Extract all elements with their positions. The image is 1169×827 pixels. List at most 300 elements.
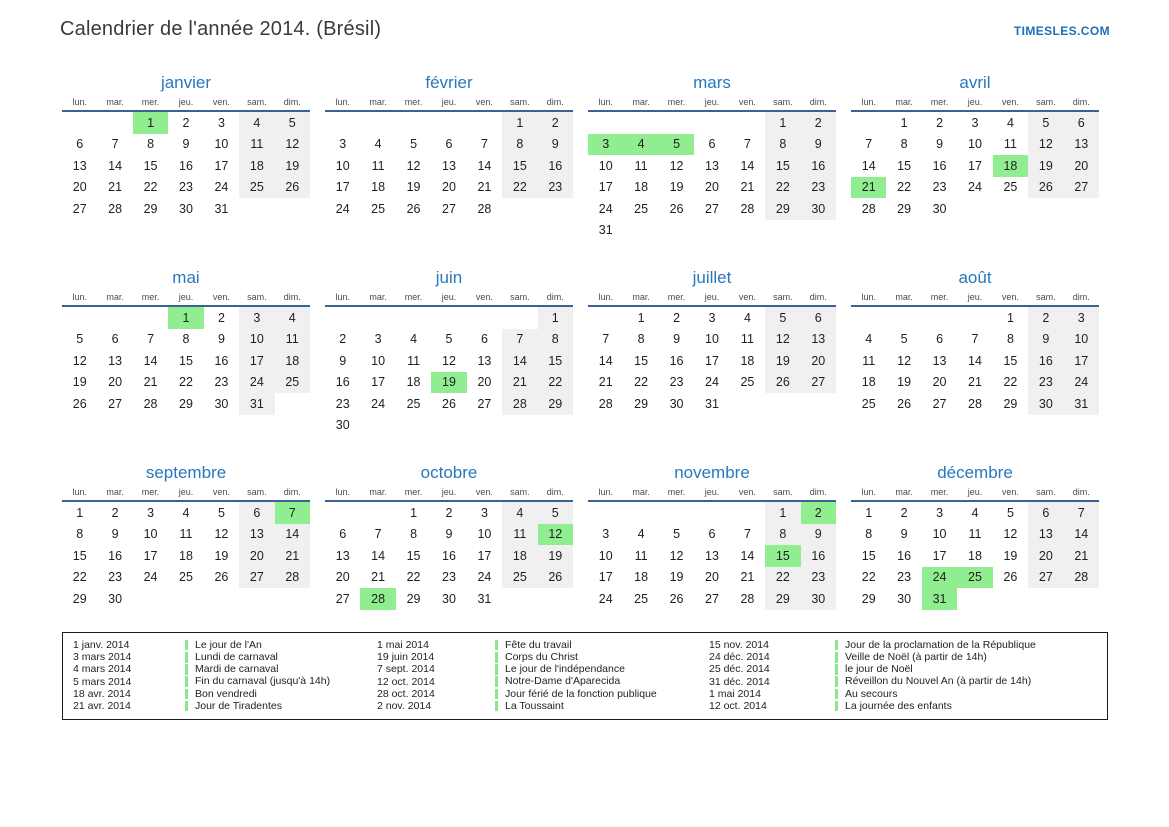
- day-cell: 21: [740, 570, 755, 585]
- day-cell: 1: [410, 505, 418, 520]
- weekday-label: mar.: [895, 292, 913, 302]
- day-cell: 17: [143, 548, 158, 563]
- day-cell: 30: [108, 591, 123, 606]
- day-cell: 9: [1028, 329, 1063, 351]
- day-cell: 24: [335, 201, 350, 216]
- day-cell: 15: [179, 353, 193, 368]
- day-cell: 18: [371, 180, 386, 195]
- day-cell: 20: [705, 570, 719, 585]
- day-cell: 29: [634, 396, 649, 411]
- legend-date: 3 mars 2014: [73, 651, 132, 664]
- day-cell: 17: [477, 548, 492, 563]
- legend-date: 21 avr. 2014: [73, 700, 131, 713]
- day-cell: 9: [538, 134, 573, 156]
- day-cell: 17: [239, 350, 274, 372]
- day-cell: 13: [932, 353, 947, 368]
- month-title: septembre: [145, 463, 227, 482]
- month-days: [62, 502, 310, 610]
- day-cell: 27: [72, 201, 87, 216]
- day-cell: 3: [339, 137, 347, 152]
- day-cell: 23: [669, 375, 684, 390]
- legend-label: Fin du carnaval (jusqu'à 14h): [185, 676, 377, 687]
- weekday-label: jeu.: [704, 487, 720, 497]
- day-cell: 24: [477, 570, 492, 585]
- day-cell: 3: [1064, 307, 1099, 329]
- weekday-label: dim.: [809, 487, 827, 497]
- day-cell: 12: [72, 353, 87, 368]
- day-cell: 10: [1064, 329, 1099, 351]
- weekday-label: jeu.: [704, 292, 720, 302]
- day-cell: 22: [72, 570, 87, 585]
- legend-label: Réveillon du Nouvel An (à partir de 14h): [835, 676, 1099, 687]
- empty-day-cell: [396, 307, 431, 329]
- legend-date: 24 déc. 2014: [709, 651, 770, 664]
- day-cell: 15: [861, 548, 876, 563]
- day-cell: 16: [1028, 350, 1063, 372]
- day-cell: 7: [602, 332, 610, 347]
- weekday-label: mer.: [141, 487, 160, 497]
- day-cell: 30: [179, 201, 193, 216]
- day-cell: 30: [214, 396, 229, 411]
- day-cell: 17: [932, 548, 947, 563]
- holiday-day-cell: 24: [922, 567, 957, 589]
- day-cell: 21: [1064, 545, 1099, 567]
- day-cell: 24: [214, 180, 229, 195]
- holiday-day-cell: 15: [765, 545, 800, 567]
- weekday-label: sam.: [773, 487, 793, 497]
- day-cell: 20: [239, 545, 274, 567]
- day-cell: 4: [502, 502, 537, 524]
- day-cell: 8: [765, 134, 800, 156]
- day-cell: 22: [1003, 375, 1018, 390]
- weekday-label: ven.: [1001, 487, 1019, 497]
- weekday-label: sam.: [773, 292, 793, 302]
- day-cell: 15: [406, 548, 421, 563]
- day-cell: 18: [502, 545, 537, 567]
- day-cell: 29: [143, 201, 158, 216]
- day-cell: 8: [865, 527, 873, 542]
- weekday-header-row: [588, 96, 836, 112]
- weekday-label: dim.: [546, 97, 564, 107]
- day-cell: 4: [743, 310, 751, 325]
- month-block: [851, 263, 1099, 458]
- day-cell: 14: [740, 158, 755, 173]
- day-cell: 6: [1028, 502, 1063, 524]
- site-link[interactable]: TIMESLES.COM: [1013, 24, 1110, 38]
- day-cell: 12: [1003, 527, 1018, 542]
- weekday-label: sam.: [510, 487, 530, 497]
- day-cell: 25: [1003, 180, 1018, 195]
- day-cell: 31: [477, 591, 492, 606]
- day-cell: 2: [182, 115, 190, 130]
- day-cell: 16: [442, 548, 456, 563]
- day-cell: 22: [765, 177, 800, 199]
- day-cell: 21: [275, 545, 310, 567]
- day-cell: 30: [669, 396, 684, 411]
- day-cell: 2: [673, 310, 681, 325]
- weekday-label: ven.: [738, 292, 756, 302]
- day-cell: 6: [801, 307, 836, 329]
- holiday-day-cell: 4: [623, 134, 658, 156]
- weekday-label: sam.: [247, 292, 267, 302]
- legend-label: Veille de Noël (à partir de 14h): [835, 652, 1099, 663]
- day-cell: 28: [968, 396, 982, 411]
- legend-date: 1 mai 2014: [709, 687, 761, 700]
- weekday-label: lun.: [598, 97, 613, 107]
- day-cell: 20: [442, 180, 456, 195]
- weekday-label: jeu.: [441, 487, 457, 497]
- day-cell: 19: [765, 350, 800, 372]
- day-cell: 17: [371, 375, 386, 390]
- day-cell: 22: [538, 372, 573, 394]
- day-cell: 8: [637, 332, 645, 347]
- day-cell: 20: [477, 375, 492, 390]
- day-cell: 16: [179, 158, 193, 173]
- day-cell: 6: [239, 502, 274, 524]
- day-cell: 1: [765, 502, 800, 524]
- day-cell: 7: [374, 527, 382, 542]
- day-cell: 13: [477, 353, 492, 368]
- month-title: juillet: [692, 268, 732, 287]
- day-cell: 7: [480, 137, 488, 152]
- day-cell: 28: [598, 396, 613, 411]
- month-title: décembre: [937, 463, 1013, 482]
- day-cell: 3: [708, 310, 716, 325]
- empty-day-cell: [886, 307, 921, 329]
- day-cell: 17: [214, 158, 229, 173]
- day-cell: 22: [861, 570, 876, 585]
- day-cell: 31: [1064, 393, 1099, 415]
- weekday-label: dim.: [546, 292, 564, 302]
- day-cell: 26: [214, 570, 229, 585]
- month-days: [325, 112, 573, 220]
- month-days: [588, 307, 836, 415]
- day-cell: 26: [538, 567, 573, 589]
- day-cell: 4: [374, 137, 382, 152]
- day-cell: 20: [1064, 155, 1099, 177]
- day-cell: 13: [705, 548, 719, 563]
- weekday-label: ven.: [1001, 292, 1019, 302]
- legend-label: Au secours: [835, 689, 1099, 700]
- holiday-day-cell: 5: [659, 134, 694, 156]
- holiday-day-cell: 2: [801, 502, 836, 524]
- weekday-label: jeu.: [967, 292, 983, 302]
- day-cell: 3: [602, 527, 610, 542]
- weekday-label: lun.: [861, 97, 876, 107]
- month-days: [325, 307, 573, 436]
- day-cell: 12: [406, 158, 421, 173]
- day-cell: 20: [932, 375, 947, 390]
- day-cell: 26: [765, 372, 800, 394]
- legend-label: Jour férié de la fonction publique: [495, 689, 709, 700]
- day-cell: 31: [598, 223, 613, 238]
- day-cell: 25: [275, 372, 310, 394]
- day-cell: 24: [598, 201, 613, 216]
- day-cell: 11: [239, 134, 274, 156]
- weekday-label: mer.: [404, 97, 423, 107]
- day-cell: 29: [179, 396, 193, 411]
- day-cell: 22: [179, 375, 193, 390]
- weekday-label: jeu.: [178, 487, 194, 497]
- day-cell: 21: [477, 180, 492, 195]
- day-cell: 16: [538, 155, 573, 177]
- legend-date: 31 déc. 2014: [709, 675, 770, 688]
- day-cell: 9: [217, 332, 225, 347]
- day-cell: 19: [72, 375, 87, 390]
- weekday-label: jeu.: [704, 97, 720, 107]
- holiday-day-cell: 25: [957, 567, 992, 589]
- weekday-label: jeu.: [441, 97, 457, 107]
- day-cell: 13: [72, 158, 87, 173]
- day-cell: 11: [634, 548, 648, 563]
- day-cell: 1: [900, 115, 908, 130]
- weekday-label: ven.: [475, 487, 493, 497]
- legend-label: Jour de Tiradentes: [185, 701, 377, 712]
- day-cell: 2: [217, 310, 225, 325]
- day-cell: 11: [275, 329, 310, 351]
- weekday-label: mer.: [667, 292, 686, 302]
- day-cell: 11: [1003, 137, 1017, 152]
- day-cell: 25: [239, 177, 274, 199]
- day-cell: 6: [1064, 112, 1099, 134]
- day-cell: 10: [143, 527, 158, 542]
- day-cell: 4: [182, 505, 190, 520]
- day-cell: 30: [801, 588, 836, 610]
- month-block: [851, 458, 1099, 653]
- weekday-label: dim.: [809, 97, 827, 107]
- day-cell: 9: [801, 134, 836, 156]
- day-cell: 4: [239, 112, 274, 134]
- day-cell: 15: [1003, 353, 1018, 368]
- weekday-label: lun.: [72, 292, 87, 302]
- weekday-label: mar.: [895, 487, 913, 497]
- weekday-header-row: [62, 486, 310, 502]
- day-cell: 2: [339, 332, 347, 347]
- day-cell: 31: [705, 396, 719, 411]
- day-cell: 20: [801, 350, 836, 372]
- legend-date: 1 janv. 2014: [73, 639, 130, 652]
- month-title: avril: [959, 73, 991, 92]
- day-cell: 19: [1003, 548, 1018, 563]
- weekday-label: dim.: [283, 97, 301, 107]
- weekday-label: sam.: [247, 487, 267, 497]
- day-cell: 26: [442, 396, 456, 411]
- day-cell: 3: [374, 332, 382, 347]
- day-cell: 30: [335, 418, 350, 433]
- month-block: [588, 68, 836, 263]
- day-cell: 17: [598, 570, 613, 585]
- day-cell: 15: [502, 155, 537, 177]
- day-cell: 19: [1028, 155, 1063, 177]
- day-cell: 11: [634, 158, 648, 173]
- day-cell: 11: [862, 353, 876, 368]
- day-cell: 27: [477, 396, 492, 411]
- legend-grid: [73, 639, 1099, 712]
- legend-label: Bon vendredi: [185, 689, 377, 700]
- day-cell: 5: [445, 332, 453, 347]
- month-title: juin: [435, 268, 463, 287]
- day-cell: 13: [239, 524, 274, 546]
- day-cell: 21: [740, 180, 755, 195]
- day-cell: 5: [900, 332, 908, 347]
- weekday-label: ven.: [212, 487, 230, 497]
- empty-day-cell: [588, 307, 623, 329]
- day-cell: 11: [407, 353, 421, 368]
- day-cell: 13: [801, 329, 836, 351]
- weekday-label: ven.: [212, 292, 230, 302]
- day-cell: 6: [936, 332, 944, 347]
- day-cell: 23: [801, 567, 836, 589]
- legend-date: 12 oct. 2014: [377, 675, 435, 688]
- day-cell: 20: [72, 180, 87, 195]
- day-cell: 2: [900, 505, 908, 520]
- empty-day-cell: [851, 112, 886, 134]
- day-cell: 25: [634, 201, 649, 216]
- day-cell: 4: [637, 527, 645, 542]
- empty-day-cell: [588, 112, 623, 134]
- weekday-header-row: [325, 486, 573, 502]
- day-cell: 14: [477, 158, 492, 173]
- day-cell: 3: [971, 115, 979, 130]
- day-cell: 10: [968, 137, 982, 152]
- weekday-label: lun.: [72, 97, 87, 107]
- day-cell: 5: [76, 332, 84, 347]
- month-block: [62, 263, 310, 458]
- day-cell: 20: [705, 180, 719, 195]
- day-cell: 22: [143, 180, 158, 195]
- empty-day-cell: [62, 307, 97, 329]
- empty-day-cell: [623, 112, 658, 134]
- day-cell: 8: [900, 137, 908, 152]
- day-cell: 1: [502, 112, 537, 134]
- weekday-label: sam.: [1036, 97, 1056, 107]
- month-block: [325, 68, 573, 263]
- weekday-header-row: [588, 291, 836, 307]
- day-cell: 5: [765, 307, 800, 329]
- month-days: [62, 112, 310, 220]
- weekday-header-row: [62, 291, 310, 307]
- weekday-label: mar.: [632, 97, 650, 107]
- weekday-label: ven.: [475, 97, 493, 107]
- empty-day-cell: [431, 112, 466, 134]
- day-cell: 28: [502, 393, 537, 415]
- day-cell: 2: [801, 112, 836, 134]
- day-cell: 20: [108, 375, 123, 390]
- day-cell: 5: [217, 505, 225, 520]
- day-cell: 23: [179, 180, 193, 195]
- day-cell: 17: [335, 180, 350, 195]
- day-cell: 31: [214, 201, 229, 216]
- empty-day-cell: [467, 112, 502, 134]
- day-cell: 21: [143, 375, 158, 390]
- day-cell: 9: [936, 137, 944, 152]
- day-cell: 27: [1028, 567, 1063, 589]
- legend-label: Le jour de l'indépendance: [495, 664, 709, 675]
- day-cell: 19: [669, 570, 684, 585]
- day-cell: 21: [371, 570, 386, 585]
- day-cell: 17: [705, 353, 719, 368]
- day-cell: 6: [480, 332, 488, 347]
- day-cell: 1: [538, 307, 573, 329]
- day-cell: 28: [740, 591, 755, 606]
- weekday-label: ven.: [738, 97, 756, 107]
- day-cell: 1: [765, 112, 800, 134]
- day-cell: 22: [634, 375, 649, 390]
- empty-day-cell: [360, 502, 395, 524]
- day-cell: 25: [179, 570, 193, 585]
- day-cell: 21: [968, 375, 982, 390]
- day-cell: 15: [634, 353, 649, 368]
- day-cell: 16: [108, 548, 123, 563]
- day-cell: 14: [1064, 524, 1099, 546]
- legend-label: Corps du Christ: [495, 652, 709, 663]
- day-cell: 27: [801, 372, 836, 394]
- day-cell: 24: [371, 396, 386, 411]
- weekday-label: mer.: [141, 97, 160, 107]
- day-cell: 1: [865, 505, 873, 520]
- holiday-day-cell: 18: [993, 155, 1028, 177]
- day-cell: 18: [968, 548, 982, 563]
- weekday-label: dim.: [283, 292, 301, 302]
- day-cell: 10: [598, 548, 613, 563]
- weekday-label: mer.: [930, 97, 949, 107]
- month-title: août: [958, 268, 992, 287]
- day-cell: 23: [538, 177, 573, 199]
- day-cell: 7: [147, 332, 155, 347]
- empty-day-cell: [325, 307, 360, 329]
- day-cell: 7: [971, 332, 979, 347]
- month-days: [62, 307, 310, 415]
- day-cell: 16: [801, 155, 836, 177]
- month-block: [588, 263, 836, 458]
- empty-day-cell: [659, 502, 694, 524]
- day-cell: 3: [147, 505, 155, 520]
- month-days: [325, 502, 573, 610]
- month-block: [325, 458, 573, 653]
- day-cell: 14: [740, 548, 755, 563]
- weekday-header-row: [588, 486, 836, 502]
- day-cell: 9: [900, 527, 908, 542]
- empty-day-cell: [97, 307, 132, 329]
- day-cell: 25: [740, 375, 755, 390]
- day-cell: 5: [538, 502, 573, 524]
- day-cell: 27: [108, 396, 123, 411]
- weekday-label: jeu.: [967, 487, 983, 497]
- day-cell: 2: [111, 505, 119, 520]
- day-cell: 17: [1064, 350, 1099, 372]
- day-cell: 14: [108, 158, 123, 173]
- weekday-label: lun.: [72, 487, 87, 497]
- day-cell: 13: [108, 353, 123, 368]
- day-cell: 29: [897, 201, 912, 216]
- day-cell: 23: [897, 570, 912, 585]
- day-cell: 4: [971, 505, 979, 520]
- day-cell: 15: [765, 155, 800, 177]
- weekday-label: sam.: [510, 97, 530, 107]
- weekday-label: ven.: [1001, 97, 1019, 107]
- day-cell: 17: [598, 180, 613, 195]
- day-cell: 13: [1028, 524, 1063, 546]
- day-cell: 23: [801, 177, 836, 199]
- day-cell: 11: [371, 158, 385, 173]
- holiday-legend: [62, 632, 1108, 720]
- day-cell: 4: [410, 332, 418, 347]
- day-cell: 6: [339, 527, 347, 542]
- day-cell: 13: [1064, 134, 1099, 156]
- day-cell: 15: [538, 350, 573, 372]
- empty-day-cell: [97, 112, 132, 134]
- day-cell: 9: [339, 353, 347, 368]
